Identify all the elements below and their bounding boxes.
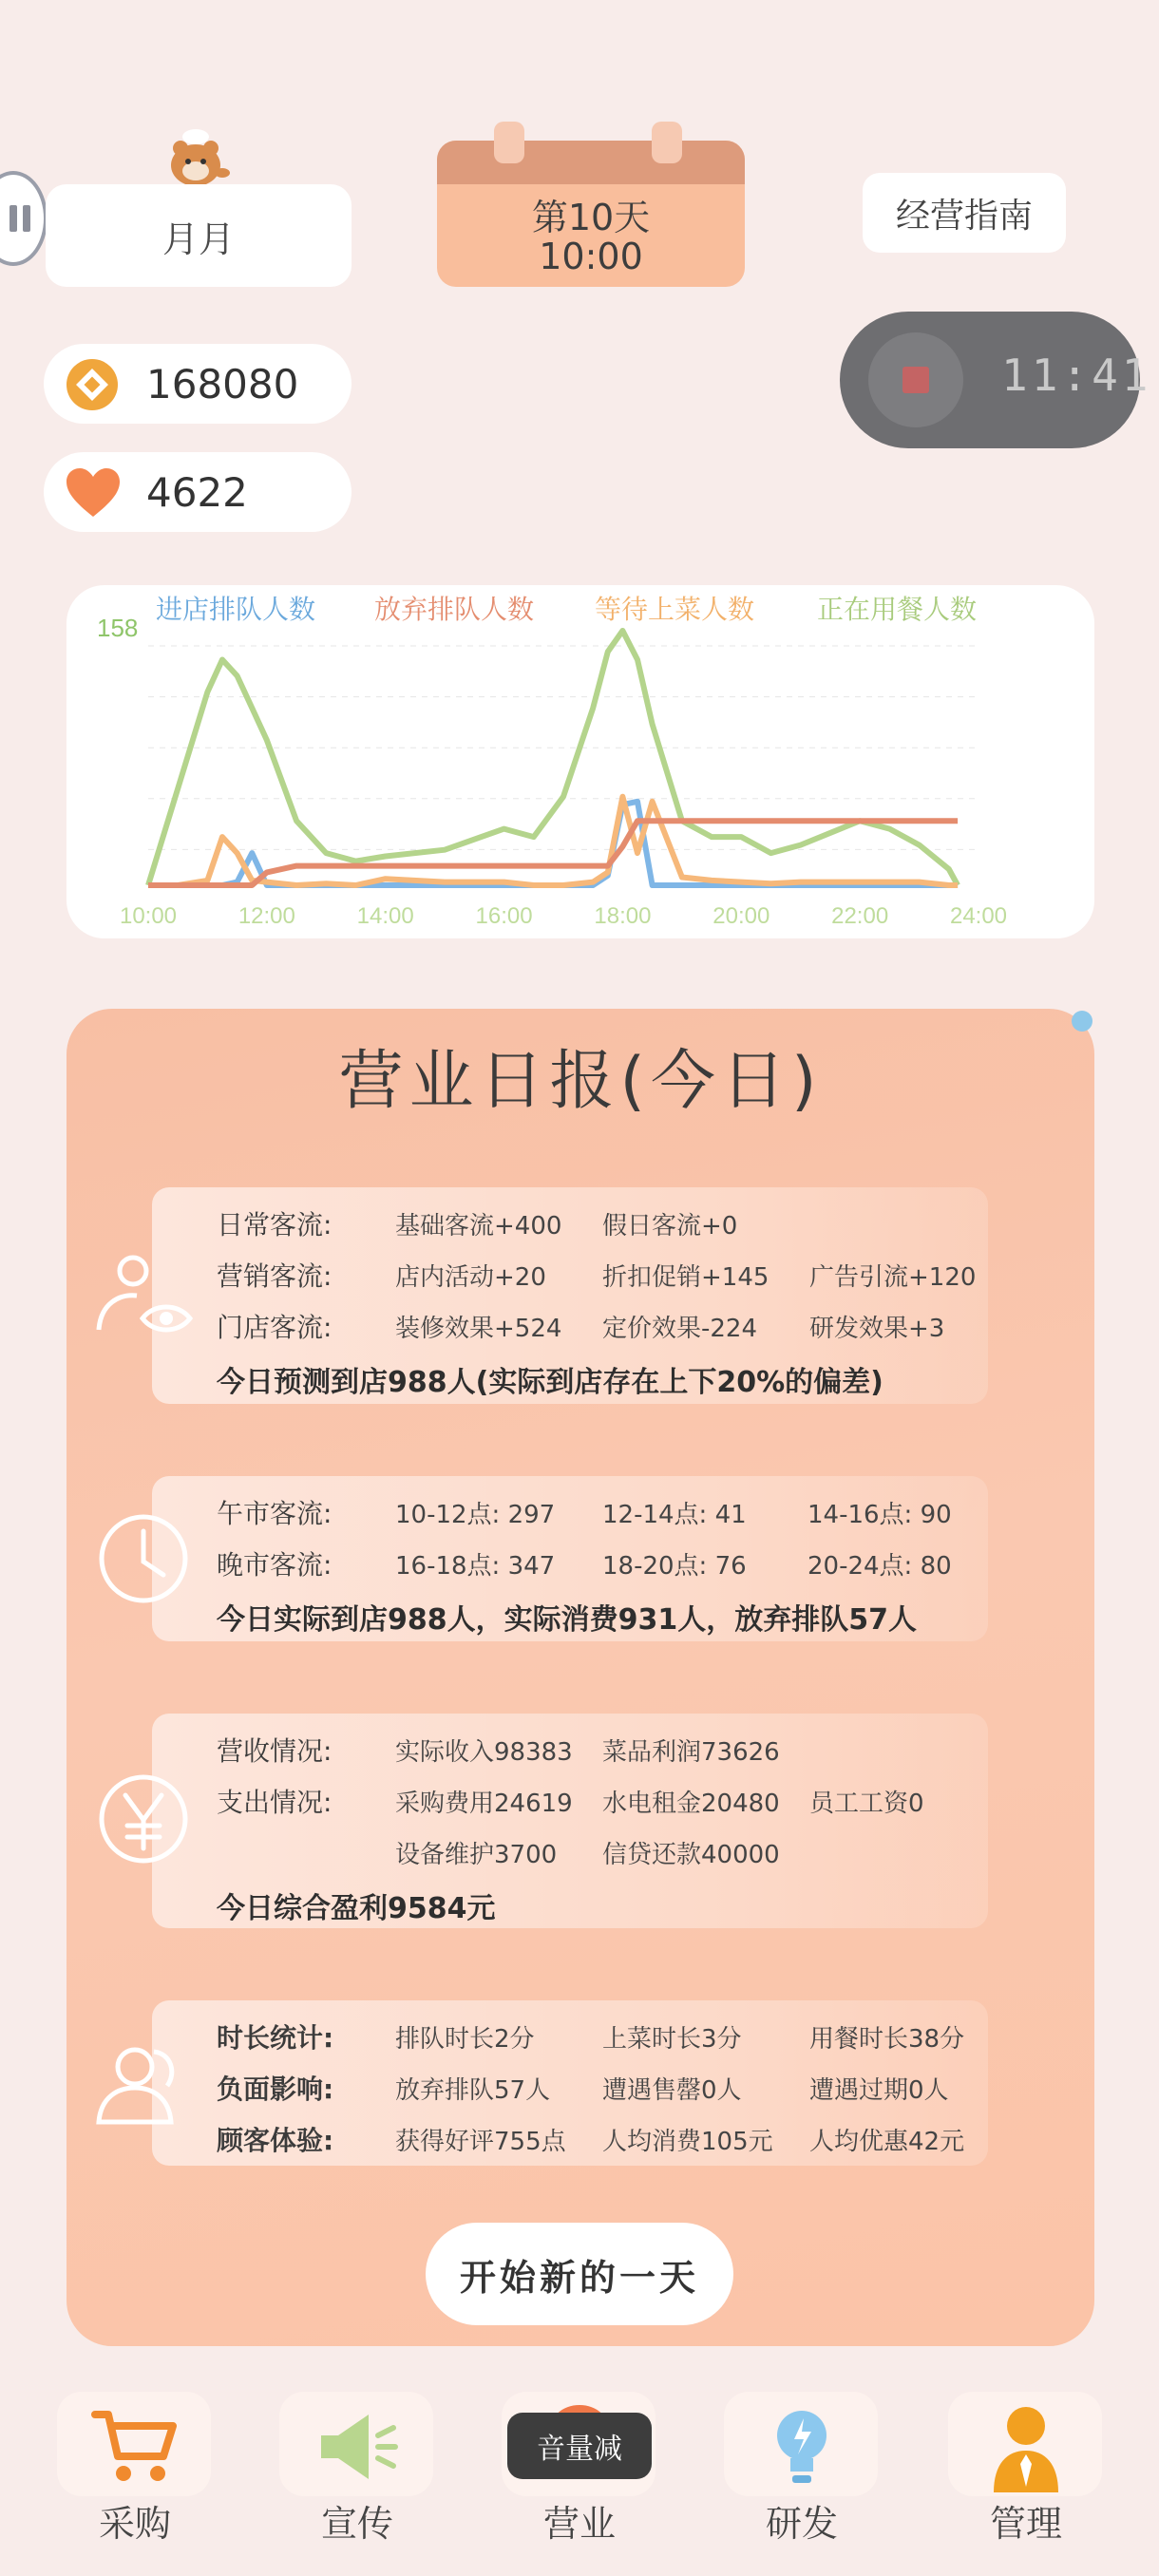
x-tick-label: 12:00 — [238, 903, 295, 929]
floating-pause-button[interactable] — [0, 171, 48, 266]
lunch-slot-2: 12-14点: 41 — [602, 1501, 747, 1529]
profit-summary: 今日综合盈利9584元 — [217, 1892, 496, 1925]
nav-promotion[interactable] — [279, 2392, 433, 2496]
dinner-traffic-label: 晚市客流: — [217, 1549, 332, 1581]
cart-icon — [91, 2407, 179, 2487]
series-dining-line — [148, 631, 958, 885]
legend-queue: 进店排队人数 — [156, 594, 316, 625]
day-calendar-card — [437, 141, 745, 287]
megaphone-icon — [314, 2407, 401, 2487]
utilities-rent: 水电租金20480 — [602, 1790, 780, 1818]
legend-dining: 正在用餐人数 — [817, 594, 978, 625]
coins-value: 168080 — [146, 361, 299, 407]
experience-label: 顾客体验: — [217, 2125, 334, 2156]
dish-profit: 菜品利润73626 — [602, 1738, 780, 1767]
staff-wages: 员工工资0 — [809, 1790, 924, 1818]
nav-label-research: 研发 — [765, 2503, 838, 2545]
purchase-cost: 采购费用24619 — [395, 1790, 573, 1818]
marketing-ads: 广告引流+120 — [809, 1263, 977, 1292]
time-traffic-summary: 今日实际到店988人，实际消费931人，放弃排队57人 — [217, 1603, 917, 1637]
report-title: 营业日报(今日) — [338, 1044, 823, 1119]
abandoned-queue: 放弃排队57人 — [395, 2076, 551, 2105]
hearts-pill — [44, 452, 352, 532]
queue-duration: 排队时长2分 — [395, 2025, 535, 2054]
nav-label-purchase: 采购 — [98, 2503, 171, 2545]
x-tick-label: 18:00 — [594, 903, 652, 929]
player-name: 月月 — [162, 218, 235, 260]
dinner-slot-1: 16-18点: 347 — [395, 1552, 556, 1581]
calendar-ring-right — [652, 122, 682, 163]
nav-label-business: 营业 — [542, 2503, 616, 2545]
traffic-forecast: 今日预测到店988人(实际到店存在上下20%的偏差) — [217, 1366, 884, 1399]
daily-holiday: 假日客流+0 — [602, 1212, 738, 1241]
serve-duration: 上菜时长3分 — [602, 2025, 742, 2054]
dinner-slot-3: 20-24点: 80 — [808, 1552, 952, 1581]
manager-icon — [990, 2401, 1062, 2492]
loan-repayment: 信贷还款40000 — [602, 1841, 780, 1869]
x-tick-label: 14:00 — [356, 903, 414, 929]
nav-purchase[interactable] — [57, 2392, 211, 2496]
legend-abandon: 放弃排队人数 — [374, 594, 535, 625]
guide-button[interactable]: 经营指南 — [863, 173, 1066, 253]
y-max-label: 158 — [97, 614, 139, 642]
nav-management[interactable] — [948, 2392, 1102, 2496]
expired-count: 遭遇过期0人 — [809, 2076, 949, 2105]
actual-income: 实际收入98383 — [395, 1738, 573, 1767]
daily-traffic-label: 日常客流: — [217, 1209, 332, 1241]
store-research: 研发效果+3 — [809, 1315, 945, 1343]
sold-out-count: 遭遇售罄0人 — [602, 2076, 742, 2105]
legend-waiting: 等待上菜人数 — [595, 594, 755, 625]
heart-icon — [65, 467, 122, 519]
avg-spend: 人均消费105元 — [602, 2128, 773, 2156]
good-reviews: 获得好评755点 — [395, 2128, 566, 2156]
clock-icon — [91, 1506, 196, 1611]
x-tick-label: 20:00 — [712, 903, 770, 929]
negative-impact-label: 负面影响: — [217, 2074, 334, 2105]
store-price: 定价效果-224 — [602, 1315, 758, 1343]
coin-icon — [66, 359, 118, 410]
dinner-slot-2: 18-20点: 76 — [602, 1552, 747, 1581]
customer-experience-icon — [91, 2031, 196, 2135]
recording-timer: 11:41 — [1001, 350, 1152, 401]
daily-base: 基础客流+400 — [395, 1212, 562, 1241]
player-name-card — [46, 184, 352, 287]
nav-research[interactable] — [724, 2392, 878, 2496]
screen-recorder-widget[interactable] — [840, 312, 1152, 448]
marketing-discount: 折扣促销+145 — [602, 1263, 770, 1292]
yen-icon — [91, 1767, 196, 1871]
duration-label: 时长统计: — [217, 2022, 334, 2054]
day-time: 10:00 — [539, 236, 643, 277]
store-decor: 装修效果+524 — [395, 1315, 562, 1343]
nav-label-management: 管理 — [989, 2503, 1062, 2545]
day-number: 第10天 — [531, 197, 651, 238]
lunch-traffic-label: 午市客流: — [217, 1498, 332, 1529]
x-tick-label: 10:00 — [119, 903, 178, 929]
hearts-value: 4622 — [146, 469, 248, 516]
coins-pill — [44, 344, 352, 424]
x-tick-label: 16:00 — [475, 903, 533, 929]
lightbulb-icon — [766, 2401, 838, 2489]
lunch-slot-1: 10-12点: 297 — [395, 1501, 556, 1529]
lunch-slot-3: 14-16点: 90 — [808, 1501, 952, 1529]
hamster-avatar — [160, 123, 234, 190]
traffic-line-chart — [66, 585, 1094, 938]
dine-duration: 用餐时长38分 — [809, 2025, 965, 2054]
customer-eye-icon — [91, 1244, 196, 1349]
stop-record-icon[interactable] — [902, 367, 929, 393]
x-tick-label: 24:00 — [949, 903, 1008, 929]
avg-discount: 人均优惠42元 — [809, 2128, 965, 2156]
expense-label: 支出情况: — [217, 1787, 332, 1818]
volume-toast: 音量减 — [507, 2413, 652, 2479]
revenue-label: 营收情况: — [217, 1735, 332, 1767]
nav-label-promotion: 宣传 — [320, 2503, 393, 2545]
marketing-event: 店内活动+20 — [395, 1263, 546, 1292]
calendar-ring-left — [494, 122, 524, 163]
start-new-day-button[interactable]: 开始新的一天 — [426, 2223, 733, 2325]
x-tick-label: 22:00 — [831, 903, 889, 929]
marketing-traffic-label: 营销客流: — [217, 1260, 332, 1292]
store-traffic-label: 门店客流: — [217, 1312, 332, 1343]
report-corner-dot — [1072, 1011, 1092, 1032]
equipment-maintenance: 设备维护3700 — [395, 1841, 558, 1869]
